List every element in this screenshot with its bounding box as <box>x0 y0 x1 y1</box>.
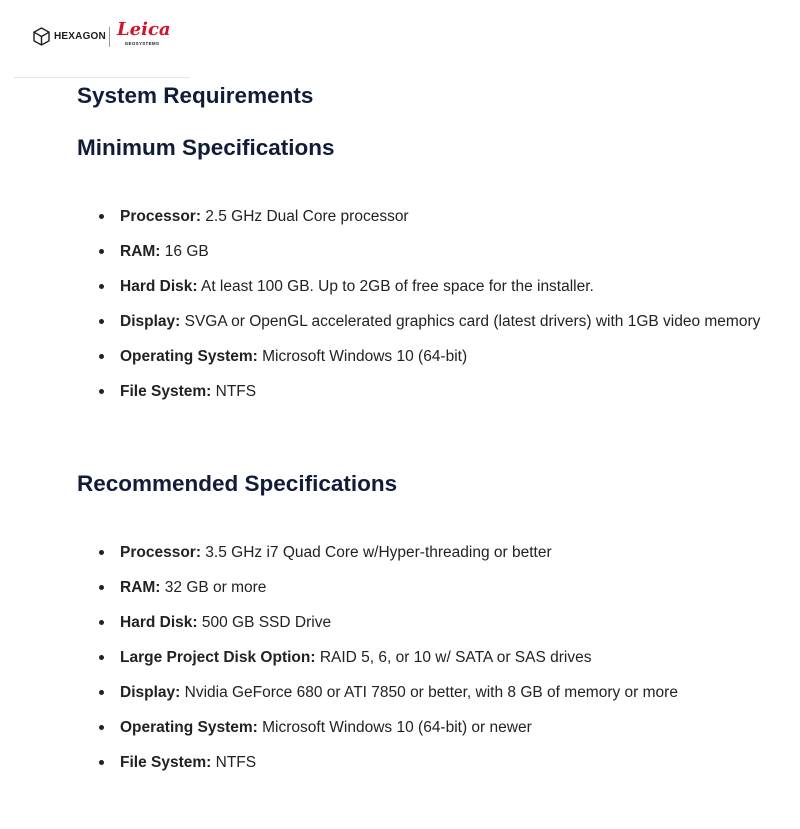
spec-label: Operating System: <box>120 719 258 736</box>
list-item <box>77 308 777 335</box>
spec-value: RAID 5, 6, or 10 w/ SATA or SAS drives <box>319 649 592 666</box>
list-item <box>77 574 777 601</box>
spec-value: 2.5 GHz Dual Core processor <box>205 208 409 225</box>
spec-label: Large Project Disk Option: <box>120 649 316 666</box>
spec-label: Processor: <box>120 544 201 561</box>
spec-label: File System: <box>120 754 212 771</box>
spec-label: File System: <box>120 383 212 400</box>
spec-label: Display: <box>120 313 181 330</box>
list-item <box>77 679 777 706</box>
leica-logo-text: Leica <box>117 19 171 40</box>
page-title: System Requirements <box>77 83 314 108</box>
spec-value: Microsoft Windows 10 (64-bit) or newer <box>262 719 532 736</box>
spec-label: RAM: <box>120 243 161 260</box>
site-header <box>14 0 190 78</box>
spec-label: Display: <box>120 684 181 701</box>
hexagon-mark-icon <box>33 27 50 46</box>
list-item <box>77 644 777 671</box>
minimum-specifications-heading: Minimum Specifications <box>77 135 335 160</box>
leica-logo-subtext: GEOSYSTEMS <box>124 41 160 46</box>
spec-label: Hard Disk: <box>120 278 198 295</box>
spec-value: SVGA or OpenGL accelerated graphics card (latest drivers) with 1GB video memory <box>184 313 761 330</box>
spec-value: At least 100 GB. Up to 2GB of free space for the installer. <box>200 278 594 295</box>
spec-label: RAM: <box>120 579 161 596</box>
spec-value: 500 GB SSD Drive <box>201 614 332 631</box>
list-item <box>77 273 777 300</box>
main-content <box>77 80 777 784</box>
spec-value: 16 GB <box>164 243 209 260</box>
list-item <box>77 749 777 776</box>
hexagon-logo-text: HEXAGON <box>54 31 106 42</box>
list-item <box>77 714 777 741</box>
leica-logo[interactable] <box>117 19 171 47</box>
spec-label: Processor: <box>120 208 201 225</box>
spec-value: 3.5 GHz i7 Quad Core w/Hyper-threading or better <box>205 544 552 561</box>
spec-label: Operating System: <box>120 348 258 365</box>
recommended-specifications-list <box>77 539 777 776</box>
spec-label: Hard Disk: <box>120 614 198 631</box>
minimum-specifications-list <box>77 203 777 468</box>
list-item <box>77 609 777 636</box>
logo-divider <box>109 27 110 47</box>
spec-value: Microsoft Windows 10 (64-bit) <box>262 348 468 365</box>
hexagon-logo[interactable] <box>33 27 106 46</box>
spec-value: Nvidia GeForce 680 or ATI 7850 or better, with 8 GB of memory or more <box>184 684 678 701</box>
spec-value: 32 GB or more <box>164 579 267 596</box>
spec-value: NTFS <box>215 383 257 400</box>
recommended-specifications-heading: Recommended Specifications <box>77 471 398 496</box>
list-item <box>77 539 777 566</box>
list-item <box>77 343 777 370</box>
list-item <box>77 238 777 265</box>
spec-value: NTFS <box>215 754 257 771</box>
list-item <box>77 378 777 405</box>
list-item <box>77 203 777 230</box>
